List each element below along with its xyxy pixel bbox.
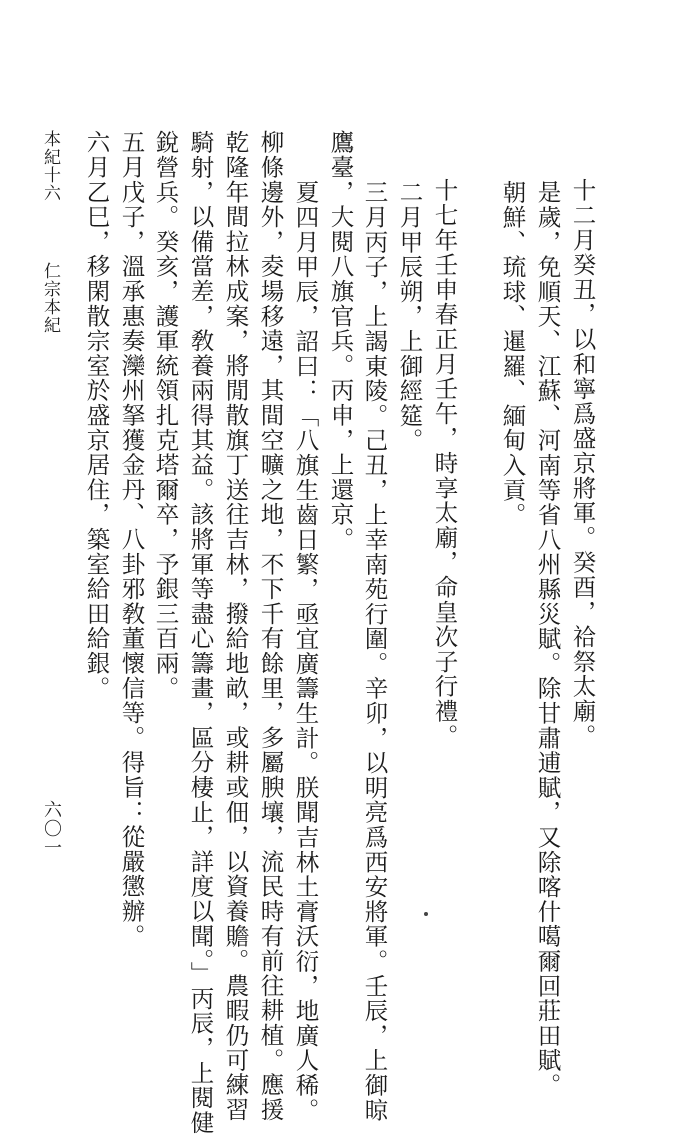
text-column-11: 騎射，以備當差，敎養兩得其益。該將軍等盡心籌畫，區分棲止，詳度以聞。」丙辰，上閱健 [186, 130, 215, 1135]
text-column-14: 六月乙巳，移閑散宗室於盛京居住，築室給田給銀。 [82, 130, 111, 701]
text-column-1: 十二月癸丑，以和寧爲盛京將軍。癸酉，祫祭太廟。 [568, 178, 597, 749]
page-number: 六〇一 [41, 800, 62, 857]
running-header: 本紀十六 [40, 130, 60, 202]
text-column-7: 鷹臺，大閱八旗官兵。丙申，上還京。 [326, 130, 355, 552]
text-column-13: 五月戊子，溫承惠奏灤州拏獲金丹、八卦邪敎董懷信等。得旨：從嚴懲辦。 [117, 130, 146, 949]
text-column-9: 柳條邊外，夌場移遠，其間空曠之地，不下千有餘里，多屬腴壤，流民時有前往耕植。應援 [256, 130, 285, 1122]
text-column-2: 是歲，免順天、江蘇、河南等省八州縣災賦。除甘肅逋賦，又除喀什噶爾回莊田賦。 [533, 180, 562, 1098]
text-column-3: 朝鮮、琉球、暹羅、緬甸入貢。 [498, 180, 527, 528]
text-column-8: 夏四月甲辰，詔曰：「八旗生齒日繁，亟宜廣籌生計。朕聞吉林土膏沃衍，地廣人稀。 [291, 180, 320, 1123]
text-column-6: 三月丙子，上謁東陵。己丑，上幸南苑行圍。辛卯，以明亮爲西安將軍。壬辰，上御晾 [360, 180, 389, 1123]
text-column-5: 二月甲辰朔，上御經筵。 [395, 180, 424, 453]
ink-mark [424, 912, 428, 916]
text-column-10: 乾隆年間拉林成案，將閒散旗丁送往吉林，撥給地畝，或耕或佃，以資養贍。農暇仍可練習 [221, 130, 250, 1122]
running-header-section: 仁宗本紀 [40, 262, 60, 334]
text-column-12: 銳營兵。癸亥，護軍統領扎克塔爾卒，予銀三百兩。 [151, 130, 180, 701]
text-column-4: 十七年壬申春正月壬午，時享太廟，命皇次子行禮。 [430, 178, 459, 749]
